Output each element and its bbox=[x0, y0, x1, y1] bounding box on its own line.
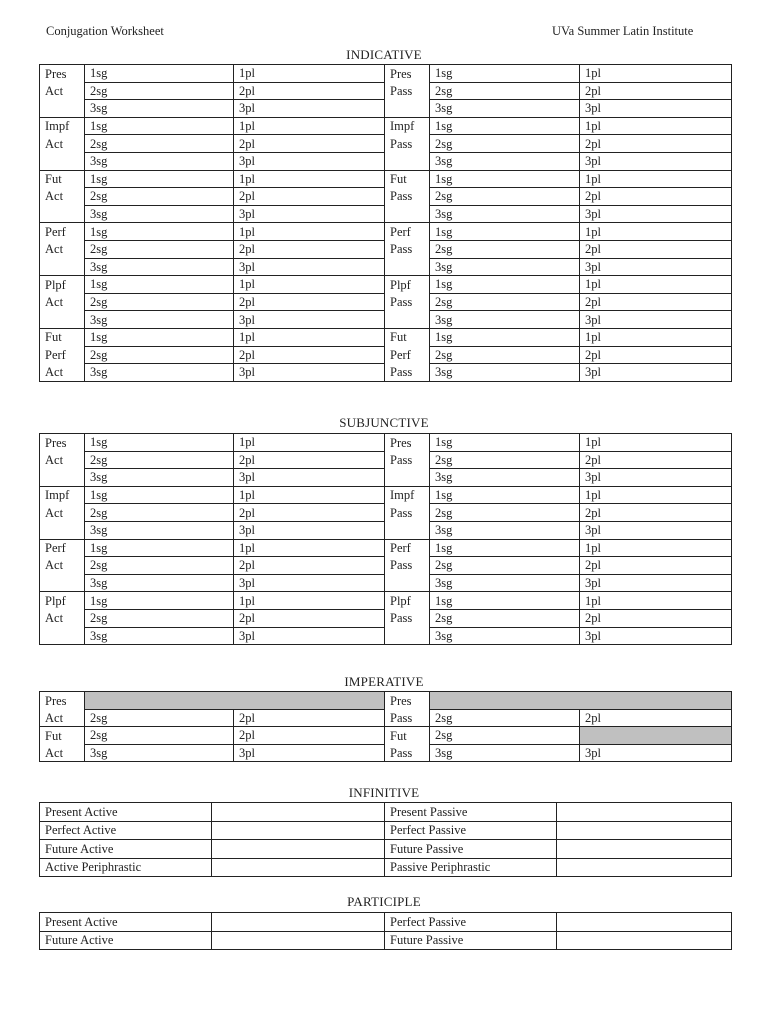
table-row bbox=[40, 135, 732, 153]
form-label: Perfect Passive bbox=[385, 913, 557, 932]
tense-voice-label: Pass bbox=[385, 744, 430, 762]
participle-title: PARTICIPLE bbox=[347, 894, 421, 909]
form-label: Present Active bbox=[40, 913, 212, 932]
answer-cell[interactable]: 3pl bbox=[234, 311, 385, 329]
answer-cell[interactable]: 2sg bbox=[85, 240, 234, 258]
tense-voice-label bbox=[385, 311, 430, 329]
tense-voice-label: Pres bbox=[385, 434, 430, 452]
tense-voice-label: Act bbox=[40, 609, 85, 627]
tense-voice-label bbox=[40, 152, 85, 170]
answer-cell[interactable]: 1pl bbox=[580, 170, 732, 188]
answer-cell[interactable]: 2pl bbox=[580, 188, 732, 206]
answer-cell[interactable]: 3sg bbox=[85, 205, 234, 223]
answer-cell[interactable]: 2pl bbox=[580, 504, 732, 522]
form-label: Present Active bbox=[40, 803, 212, 822]
tense-voice-label: Pass bbox=[385, 504, 430, 522]
answer-cell[interactable]: 1sg bbox=[430, 223, 580, 241]
tense-voice-label: Impf bbox=[40, 117, 85, 135]
answer-cell[interactable] bbox=[557, 931, 732, 950]
answer-cell[interactable]: 2sg bbox=[430, 293, 580, 311]
table-row bbox=[40, 170, 732, 188]
answer-cell[interactable]: 3pl bbox=[234, 744, 385, 762]
answer-cell[interactable]: 3pl bbox=[580, 364, 732, 382]
table-row bbox=[40, 223, 732, 241]
tense-voice-label: Perf bbox=[385, 223, 430, 241]
answer-cell[interactable]: 2sg bbox=[430, 504, 580, 522]
answer-cell[interactable] bbox=[557, 858, 732, 877]
tense-voice-label: Act bbox=[40, 135, 85, 153]
answer-cell[interactable]: 3sg bbox=[430, 744, 580, 762]
answer-cell[interactable]: 3pl bbox=[580, 744, 732, 762]
table-row bbox=[40, 744, 732, 762]
tense-voice-label bbox=[385, 574, 430, 592]
table-row bbox=[40, 486, 732, 504]
answer-cell[interactable]: 3pl bbox=[580, 205, 732, 223]
answer-cell[interactable]: 2sg bbox=[430, 609, 580, 627]
tense-voice-label bbox=[40, 469, 85, 487]
table-row bbox=[40, 504, 732, 522]
answer-cell[interactable]: 2sg bbox=[430, 82, 580, 100]
tense-voice-label bbox=[385, 100, 430, 118]
answer-cell[interactable] bbox=[212, 803, 385, 822]
participle-table bbox=[39, 912, 732, 950]
answer-cell[interactable]: 2pl bbox=[234, 727, 385, 745]
answer-cell[interactable] bbox=[212, 913, 385, 932]
answer-cell[interactable]: 1sg bbox=[85, 434, 234, 452]
tense-voice-label: Perf bbox=[385, 539, 430, 557]
table-row bbox=[40, 709, 732, 727]
form-label: Perfect Passive bbox=[385, 821, 557, 840]
tense-voice-label: Perf bbox=[40, 346, 85, 364]
answer-cell[interactable]: 2pl bbox=[234, 451, 385, 469]
table-row bbox=[40, 82, 732, 100]
answer-cell[interactable]: 3pl bbox=[580, 311, 732, 329]
answer-cell[interactable]: 1pl bbox=[234, 486, 385, 504]
answer-cell[interactable]: 1pl bbox=[580, 276, 732, 294]
table-row bbox=[40, 434, 732, 452]
tense-voice-label: Pres bbox=[40, 65, 85, 83]
unused-cell bbox=[85, 692, 385, 710]
table-row bbox=[40, 188, 732, 206]
imperative-title: IMPERATIVE bbox=[344, 674, 424, 689]
form-label: Present Passive bbox=[385, 803, 557, 822]
table-row bbox=[40, 276, 732, 294]
answer-cell[interactable]: 3sg bbox=[430, 205, 580, 223]
tense-voice-label: Act bbox=[40, 709, 85, 727]
table-row bbox=[40, 609, 732, 627]
answer-cell[interactable]: 2sg bbox=[85, 135, 234, 153]
answer-cell[interactable]: 2sg bbox=[430, 135, 580, 153]
tense-voice-label: Pass bbox=[385, 82, 430, 100]
answer-cell[interactable]: 1sg bbox=[430, 170, 580, 188]
form-label: Passive Periphrastic bbox=[385, 858, 557, 877]
answer-cell[interactable]: 3sg bbox=[430, 311, 580, 329]
tense-voice-label: Fut bbox=[385, 328, 430, 346]
answer-cell[interactable]: 1sg bbox=[430, 276, 580, 294]
tense-voice-label: Pass bbox=[385, 709, 430, 727]
answer-cell[interactable]: 1sg bbox=[430, 486, 580, 504]
answer-cell[interactable]: 1pl bbox=[580, 223, 732, 241]
table-row bbox=[40, 117, 732, 135]
tense-voice-label: Pres bbox=[40, 434, 85, 452]
tense-voice-label: Act bbox=[40, 557, 85, 575]
table-row bbox=[40, 205, 732, 223]
tense-voice-label: Pres bbox=[385, 692, 430, 710]
answer-cell[interactable]: 2sg bbox=[85, 82, 234, 100]
answer-cell[interactable]: 1sg bbox=[85, 170, 234, 188]
tense-voice-label: Pass bbox=[385, 609, 430, 627]
table-row bbox=[40, 451, 732, 469]
answer-cell[interactable] bbox=[212, 840, 385, 859]
table-row bbox=[40, 521, 732, 539]
answer-cell[interactable]: 1pl bbox=[580, 486, 732, 504]
subjunctive-title: SUBJUNCTIVE bbox=[339, 415, 429, 430]
answer-cell[interactable]: 3sg bbox=[85, 744, 234, 762]
tense-voice-label: Perf bbox=[385, 346, 430, 364]
tense-voice-label bbox=[385, 205, 430, 223]
tense-voice-label bbox=[40, 205, 85, 223]
answer-cell[interactable]: 2pl bbox=[580, 609, 732, 627]
answer-cell[interactable]: 3pl bbox=[580, 627, 732, 645]
answer-cell[interactable]: 1pl bbox=[580, 117, 732, 135]
table-row bbox=[40, 469, 732, 487]
tense-voice-label bbox=[40, 311, 85, 329]
tense-voice-label bbox=[40, 627, 85, 645]
answer-cell[interactable]: 1pl bbox=[234, 117, 385, 135]
answer-cell[interactable]: 1pl bbox=[580, 65, 732, 83]
form-label: Future Passive bbox=[385, 840, 557, 859]
table-row bbox=[40, 539, 732, 557]
answer-cell[interactable]: 3sg bbox=[430, 469, 580, 487]
tense-voice-label: Plpf bbox=[40, 276, 85, 294]
answer-cell[interactable]: 1pl bbox=[234, 328, 385, 346]
unused-cell bbox=[430, 692, 732, 710]
answer-cell[interactable]: 2sg bbox=[430, 557, 580, 575]
answer-cell[interactable]: 1sg bbox=[85, 223, 234, 241]
answer-cell[interactable]: 1sg bbox=[85, 117, 234, 135]
answer-cell[interactable]: 3sg bbox=[85, 627, 234, 645]
answer-cell[interactable]: 3pl bbox=[234, 152, 385, 170]
answer-cell[interactable]: 3pl bbox=[234, 258, 385, 276]
tense-voice-label: Pres bbox=[40, 692, 85, 710]
answer-cell[interactable]: 2sg bbox=[85, 451, 234, 469]
answer-cell[interactable]: 3sg bbox=[430, 627, 580, 645]
answer-cell[interactable]: 3sg bbox=[85, 100, 234, 118]
answer-cell[interactable]: 3sg bbox=[430, 364, 580, 382]
tense-voice-label bbox=[385, 627, 430, 645]
table-row bbox=[40, 821, 732, 840]
tense-voice-label: Fut bbox=[40, 170, 85, 188]
form-label: Future Active bbox=[40, 840, 212, 859]
table-row bbox=[40, 240, 732, 258]
answer-cell[interactable]: 1sg bbox=[85, 276, 234, 294]
answer-cell[interactable]: 3sg bbox=[85, 311, 234, 329]
answer-cell[interactable] bbox=[557, 913, 732, 932]
answer-cell[interactable]: 2pl bbox=[234, 82, 385, 100]
table-row bbox=[40, 311, 732, 329]
answer-cell[interactable]: 1sg bbox=[85, 486, 234, 504]
answer-cell[interactable]: 2sg bbox=[430, 451, 580, 469]
tense-voice-label: Pass bbox=[385, 188, 430, 206]
answer-cell[interactable]: 2pl bbox=[234, 609, 385, 627]
answer-cell[interactable]: 1pl bbox=[234, 65, 385, 83]
tense-voice-label bbox=[40, 258, 85, 276]
table-row bbox=[40, 328, 732, 346]
answer-cell[interactable]: 2sg bbox=[430, 727, 580, 745]
tense-voice-label: Fut bbox=[385, 170, 430, 188]
answer-cell[interactable]: 3pl bbox=[234, 469, 385, 487]
worksheet-title: Conjugation Worksheet bbox=[46, 24, 164, 38]
answer-cell[interactable]: 3pl bbox=[234, 205, 385, 223]
tense-voice-label: Impf bbox=[385, 117, 430, 135]
tense-voice-label: Pass bbox=[385, 135, 430, 153]
tense-voice-label: Pres bbox=[385, 65, 430, 83]
answer-cell[interactable]: 3pl bbox=[580, 574, 732, 592]
answer-cell[interactable]: 3sg bbox=[85, 152, 234, 170]
answer-cell[interactable]: 3sg bbox=[430, 574, 580, 592]
form-label: Future Active bbox=[40, 931, 212, 950]
table-row bbox=[40, 293, 732, 311]
answer-cell[interactable]: 3pl bbox=[580, 521, 732, 539]
tense-voice-label: Act bbox=[40, 451, 85, 469]
tense-voice-label: Fut bbox=[40, 328, 85, 346]
answer-cell[interactable]: 1sg bbox=[430, 539, 580, 557]
answer-cell[interactable]: 1sg bbox=[430, 592, 580, 610]
answer-cell[interactable]: 1pl bbox=[234, 539, 385, 557]
answer-cell[interactable]: 3sg bbox=[85, 469, 234, 487]
indicative-table bbox=[39, 64, 732, 382]
answer-cell[interactable]: 2pl bbox=[580, 451, 732, 469]
tense-voice-label bbox=[40, 100, 85, 118]
infinitive-table bbox=[39, 802, 732, 877]
tense-voice-label: Act bbox=[40, 240, 85, 258]
tense-voice-label: Pass bbox=[385, 364, 430, 382]
tense-voice-label: Pass bbox=[385, 240, 430, 258]
answer-cell[interactable]: 2pl bbox=[234, 346, 385, 364]
table-row bbox=[40, 727, 732, 745]
table-row bbox=[40, 692, 732, 710]
answer-cell[interactable]: 1pl bbox=[234, 170, 385, 188]
answer-cell[interactable]: 1pl bbox=[234, 276, 385, 294]
tense-voice-label bbox=[385, 521, 430, 539]
answer-cell[interactable]: 3pl bbox=[234, 364, 385, 382]
answer-cell[interactable]: 3pl bbox=[580, 469, 732, 487]
tense-voice-label: Impf bbox=[385, 486, 430, 504]
tense-voice-label: Plpf bbox=[385, 276, 430, 294]
answer-cell[interactable]: 2pl bbox=[580, 293, 732, 311]
tense-voice-label: Perf bbox=[40, 223, 85, 241]
tense-voice-label: Act bbox=[40, 82, 85, 100]
tense-voice-label bbox=[40, 574, 85, 592]
tense-voice-label: Act bbox=[40, 188, 85, 206]
tense-voice-label bbox=[385, 469, 430, 487]
form-label: Active Periphrastic bbox=[40, 858, 212, 877]
answer-cell[interactable]: 2sg bbox=[430, 346, 580, 364]
tense-voice-label: Act bbox=[40, 293, 85, 311]
table-row bbox=[40, 840, 732, 859]
table-row bbox=[40, 65, 732, 83]
answer-cell[interactable]: 2pl bbox=[234, 504, 385, 522]
form-label: Future Passive bbox=[385, 931, 557, 950]
answer-cell[interactable]: 3sg bbox=[85, 521, 234, 539]
table-row bbox=[40, 557, 732, 575]
answer-cell[interactable]: 1pl bbox=[580, 434, 732, 452]
form-label: Perfect Active bbox=[40, 821, 212, 840]
answer-cell[interactable]: 2pl bbox=[580, 709, 732, 727]
institute-name: UVa Summer Latin Institute bbox=[552, 24, 694, 38]
tense-voice-label: Act bbox=[40, 504, 85, 522]
answer-cell[interactable] bbox=[212, 821, 385, 840]
tense-voice-label: Pass bbox=[385, 557, 430, 575]
answer-cell[interactable]: 1sg bbox=[85, 328, 234, 346]
answer-cell[interactable]: 3pl bbox=[580, 100, 732, 118]
table-row bbox=[40, 364, 732, 382]
answer-cell[interactable]: 2sg bbox=[85, 609, 234, 627]
answer-cell[interactable]: 2sg bbox=[85, 346, 234, 364]
unused-cell bbox=[580, 727, 732, 745]
answer-cell[interactable]: 2pl bbox=[234, 709, 385, 727]
answer-cell[interactable]: 1sg bbox=[430, 117, 580, 135]
answer-cell[interactable]: 2pl bbox=[234, 557, 385, 575]
answer-cell[interactable]: 3sg bbox=[430, 258, 580, 276]
imperative-table bbox=[39, 691, 732, 762]
answer-cell[interactable]: 2pl bbox=[234, 240, 385, 258]
tense-voice-label: Plpf bbox=[385, 592, 430, 610]
answer-cell[interactable]: 3pl bbox=[234, 574, 385, 592]
answer-cell[interactable]: 1sg bbox=[430, 328, 580, 346]
answer-cell[interactable]: 2sg bbox=[85, 504, 234, 522]
answer-cell[interactable] bbox=[212, 931, 385, 950]
table-row bbox=[40, 100, 732, 118]
answer-cell[interactable]: 2sg bbox=[85, 709, 234, 727]
table-row bbox=[40, 627, 732, 645]
answer-cell[interactable]: 3pl bbox=[234, 521, 385, 539]
answer-cell[interactable]: 3sg bbox=[430, 521, 580, 539]
tense-voice-label: Pass bbox=[385, 451, 430, 469]
table-row bbox=[40, 592, 732, 610]
answer-cell[interactable]: 3sg bbox=[430, 152, 580, 170]
table-row bbox=[40, 574, 732, 592]
answer-cell[interactable]: 1pl bbox=[580, 539, 732, 557]
answer-cell[interactable]: 2pl bbox=[580, 135, 732, 153]
answer-cell[interactable]: 3pl bbox=[234, 627, 385, 645]
table-row bbox=[40, 913, 732, 932]
answer-cell[interactable]: 1pl bbox=[580, 328, 732, 346]
answer-cell[interactable]: 2sg bbox=[430, 709, 580, 727]
answer-cell[interactable]: 2pl bbox=[580, 240, 732, 258]
answer-cell[interactable]: 3sg bbox=[85, 574, 234, 592]
answer-cell[interactable]: 2pl bbox=[234, 293, 385, 311]
answer-cell[interactable]: 1sg bbox=[430, 434, 580, 452]
tense-voice-label: Act bbox=[40, 744, 85, 762]
tense-voice-label: Plpf bbox=[40, 592, 85, 610]
answer-cell[interactable]: 2sg bbox=[85, 557, 234, 575]
answer-cell[interactable]: 1sg bbox=[85, 65, 234, 83]
answer-cell[interactable]: 2pl bbox=[234, 188, 385, 206]
answer-cell[interactable] bbox=[557, 803, 732, 822]
tense-voice-label: Impf bbox=[40, 486, 85, 504]
answer-cell[interactable]: 2pl bbox=[580, 557, 732, 575]
table-row bbox=[40, 346, 732, 364]
answer-cell[interactable]: 2sg bbox=[85, 727, 234, 745]
answer-cell[interactable]: 3sg bbox=[85, 364, 234, 382]
subjunctive-table bbox=[39, 433, 732, 645]
answer-cell[interactable]: 2sg bbox=[85, 188, 234, 206]
answer-cell[interactable] bbox=[212, 858, 385, 877]
table-row bbox=[40, 152, 732, 170]
tense-voice-label: Fut bbox=[385, 727, 430, 745]
answer-cell[interactable]: 3pl bbox=[580, 258, 732, 276]
answer-cell[interactable]: 1pl bbox=[234, 223, 385, 241]
answer-cell[interactable]: 2sg bbox=[430, 188, 580, 206]
tense-voice-label: Act bbox=[40, 364, 85, 382]
tense-voice-label: Pass bbox=[385, 293, 430, 311]
indicative-title: INDICATIVE bbox=[346, 47, 422, 62]
answer-cell[interactable]: 3pl bbox=[580, 152, 732, 170]
answer-cell[interactable]: 1sg bbox=[85, 592, 234, 610]
answer-cell[interactable]: 1sg bbox=[85, 539, 234, 557]
answer-cell[interactable] bbox=[557, 821, 732, 840]
answer-cell[interactable]: 1sg bbox=[430, 65, 580, 83]
answer-cell[interactable]: 2sg bbox=[85, 293, 234, 311]
answer-cell[interactable]: 1pl bbox=[580, 592, 732, 610]
answer-cell[interactable]: 3sg bbox=[85, 258, 234, 276]
tense-voice-label bbox=[40, 521, 85, 539]
answer-cell[interactable]: 2pl bbox=[580, 346, 732, 364]
table-row bbox=[40, 858, 732, 877]
infinitive-title: INFINITIVE bbox=[348, 785, 420, 800]
table-row bbox=[40, 803, 732, 822]
answer-cell[interactable]: 1pl bbox=[234, 434, 385, 452]
tense-voice-label: Perf bbox=[40, 539, 85, 557]
tense-voice-label: Fut bbox=[40, 727, 85, 745]
table-row bbox=[40, 931, 732, 950]
table-row bbox=[40, 258, 732, 276]
answer-cell[interactable]: 2sg bbox=[430, 240, 580, 258]
tense-voice-label bbox=[385, 258, 430, 276]
answer-cell[interactable] bbox=[557, 840, 732, 859]
answer-cell[interactable]: 3pl bbox=[234, 100, 385, 118]
answer-cell[interactable]: 3sg bbox=[430, 100, 580, 118]
answer-cell[interactable]: 2pl bbox=[234, 135, 385, 153]
answer-cell[interactable]: 1pl bbox=[234, 592, 385, 610]
answer-cell[interactable]: 2pl bbox=[580, 82, 732, 100]
tense-voice-label bbox=[385, 152, 430, 170]
